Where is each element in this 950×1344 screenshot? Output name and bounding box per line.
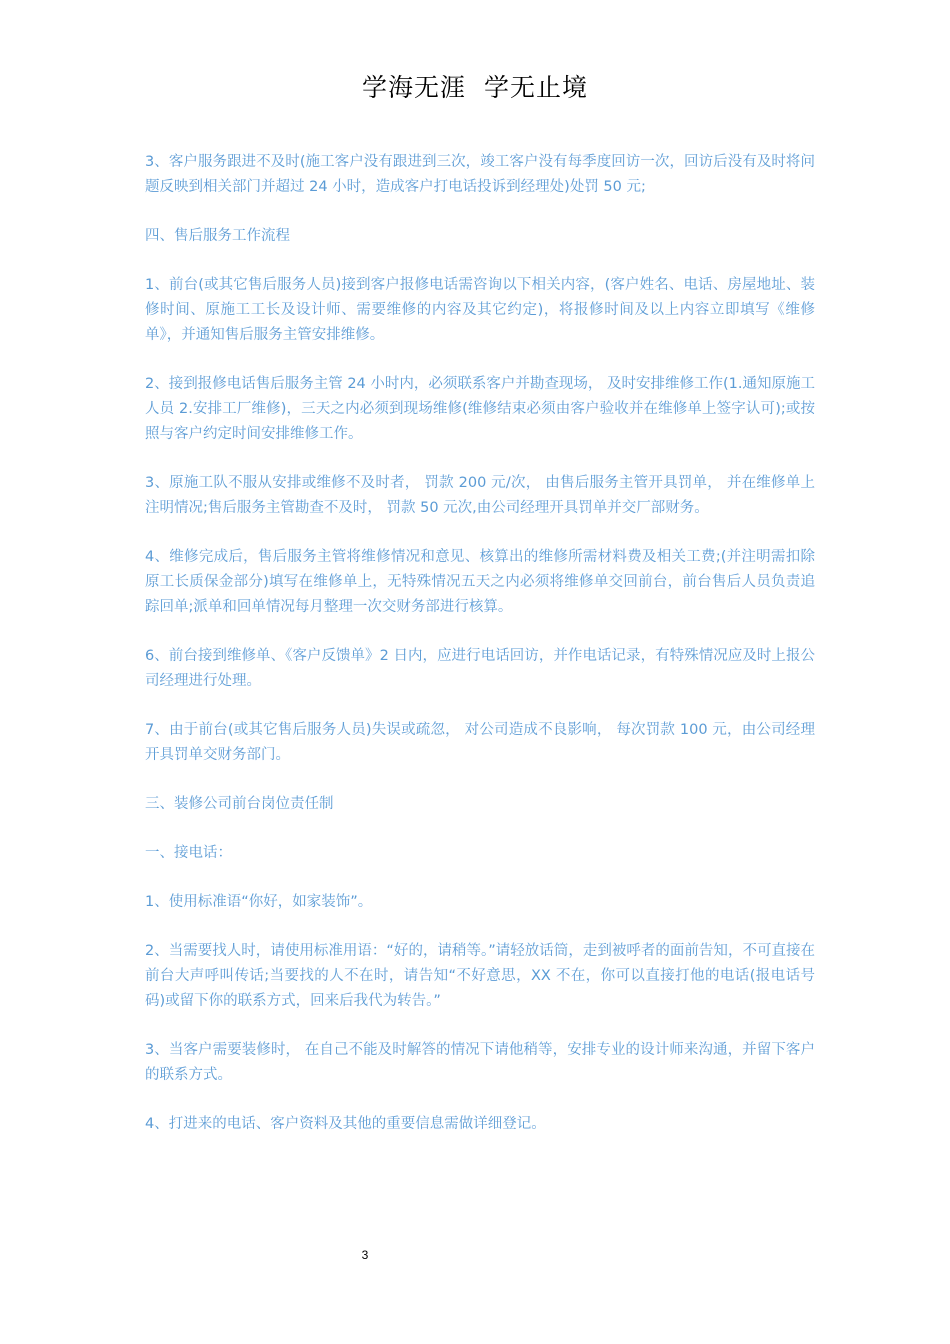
paragraph-step-1: 1、前台(或其它售后服务人员)接到客户报修电话需咨询以下相关内容，(客户姓名、电话、房屋地址、装修时间、原施工工长及设计师、需要维修的内容及其它约定)，将报修时间及以上内容立即填写《维修单》，并通知售后服务主管安排维修。 [145,277,815,343]
paragraph-phone-4: 4、打进来的电话、客户资料及其他的重要信息需做详细登记。 [145,1116,546,1132]
paragraph-phone-1: 1、使用标准语“你好，如家装饰”。 [145,894,373,910]
paragraph-phone-3: 3、当客户需要装修时， 在自己不能及时解答的情况下请他稍等，安排专业的设计师来沟通，并留下客户的联系方式。 [145,1042,815,1083]
paragraph-step-7: 7、由于前台(或其它售后服务人员)失误或疏忽， 对公司造成不良影响， 每次罚款 100 元，由公司经理开具罚单交财务部门。 [145,722,815,763]
document-body [145,150,815,1161]
paragraph-step-2: 2、接到报修电话售后服务主管 24 小时内，必须联系客户并勘查现场， 及时安排维修工作(1.通知原施工人员 2.安排工厂维修)，三天之内必须到现场维修(维修结束必须由客户验收并在维修单上签字认可);或按照与客户约定时间安排维修工作。 [145,376,815,442]
paragraph-step-3: 3、原施工队不服从安排或维修不及时者， 罚款 200 元/次， 由售后服务主管开具罚单， 并在维修单上注明情况;售后服务主管勘查不及时， 罚款 50 元次,由公司经理开具罚单并交厂部财务。 [145,475,815,516]
paragraph-penalty-followup: 3、客户服务跟进不及时(施工客户没有跟进到三次，竣工客户没有每季度回访一次，回访后没有及时将问题反映到相关部门并超过 24 小时，造成客户打电话投诉到经理处)处罚 50 元; [145,154,815,195]
section-heading-front-desk: 三、装修公司前台岗位责任制 [145,796,334,812]
paragraph-step-4: 4、维修完成后，售后服务主管将维修情况和意见、核算出的维修所需材料费及相关工费;(并注明需扣除原工长质保金部分)填写在维修单上，无特殊情况五天之内必须将维修单交回前台，前台售后人员负责追踪回单;派单和回单情况每月整理一次交财务部进行核算。 [145,549,815,615]
page-header-title: 学海无涯 学无止境 [362,73,588,102]
section-heading-after-sales-process: 四、售后服务工作流程 [145,228,290,244]
page-number: 3 [361,1248,369,1262]
paragraph-phone-2: 2、当需要找人时，请使用标准用语：“好的，请稍等。”请轻放话筒，走到被呼者的面前告知，不可直接在前台大声呼叫传话;当要找的人不在时，请告知“不好意思，XX 不在，你可以直接打他的电话(报电话号码)或留下你的联系方式，回来后我代为转告。” [145,943,815,1009]
paragraph-step-6: 6、前台接到维修单、《客户反馈单》2 日内，应进行电话回访，并作电话记录，有特殊情况应及时上报公司经理进行处理。 [145,648,815,689]
subheading-answer-phone: 一、接电话： [145,845,232,861]
